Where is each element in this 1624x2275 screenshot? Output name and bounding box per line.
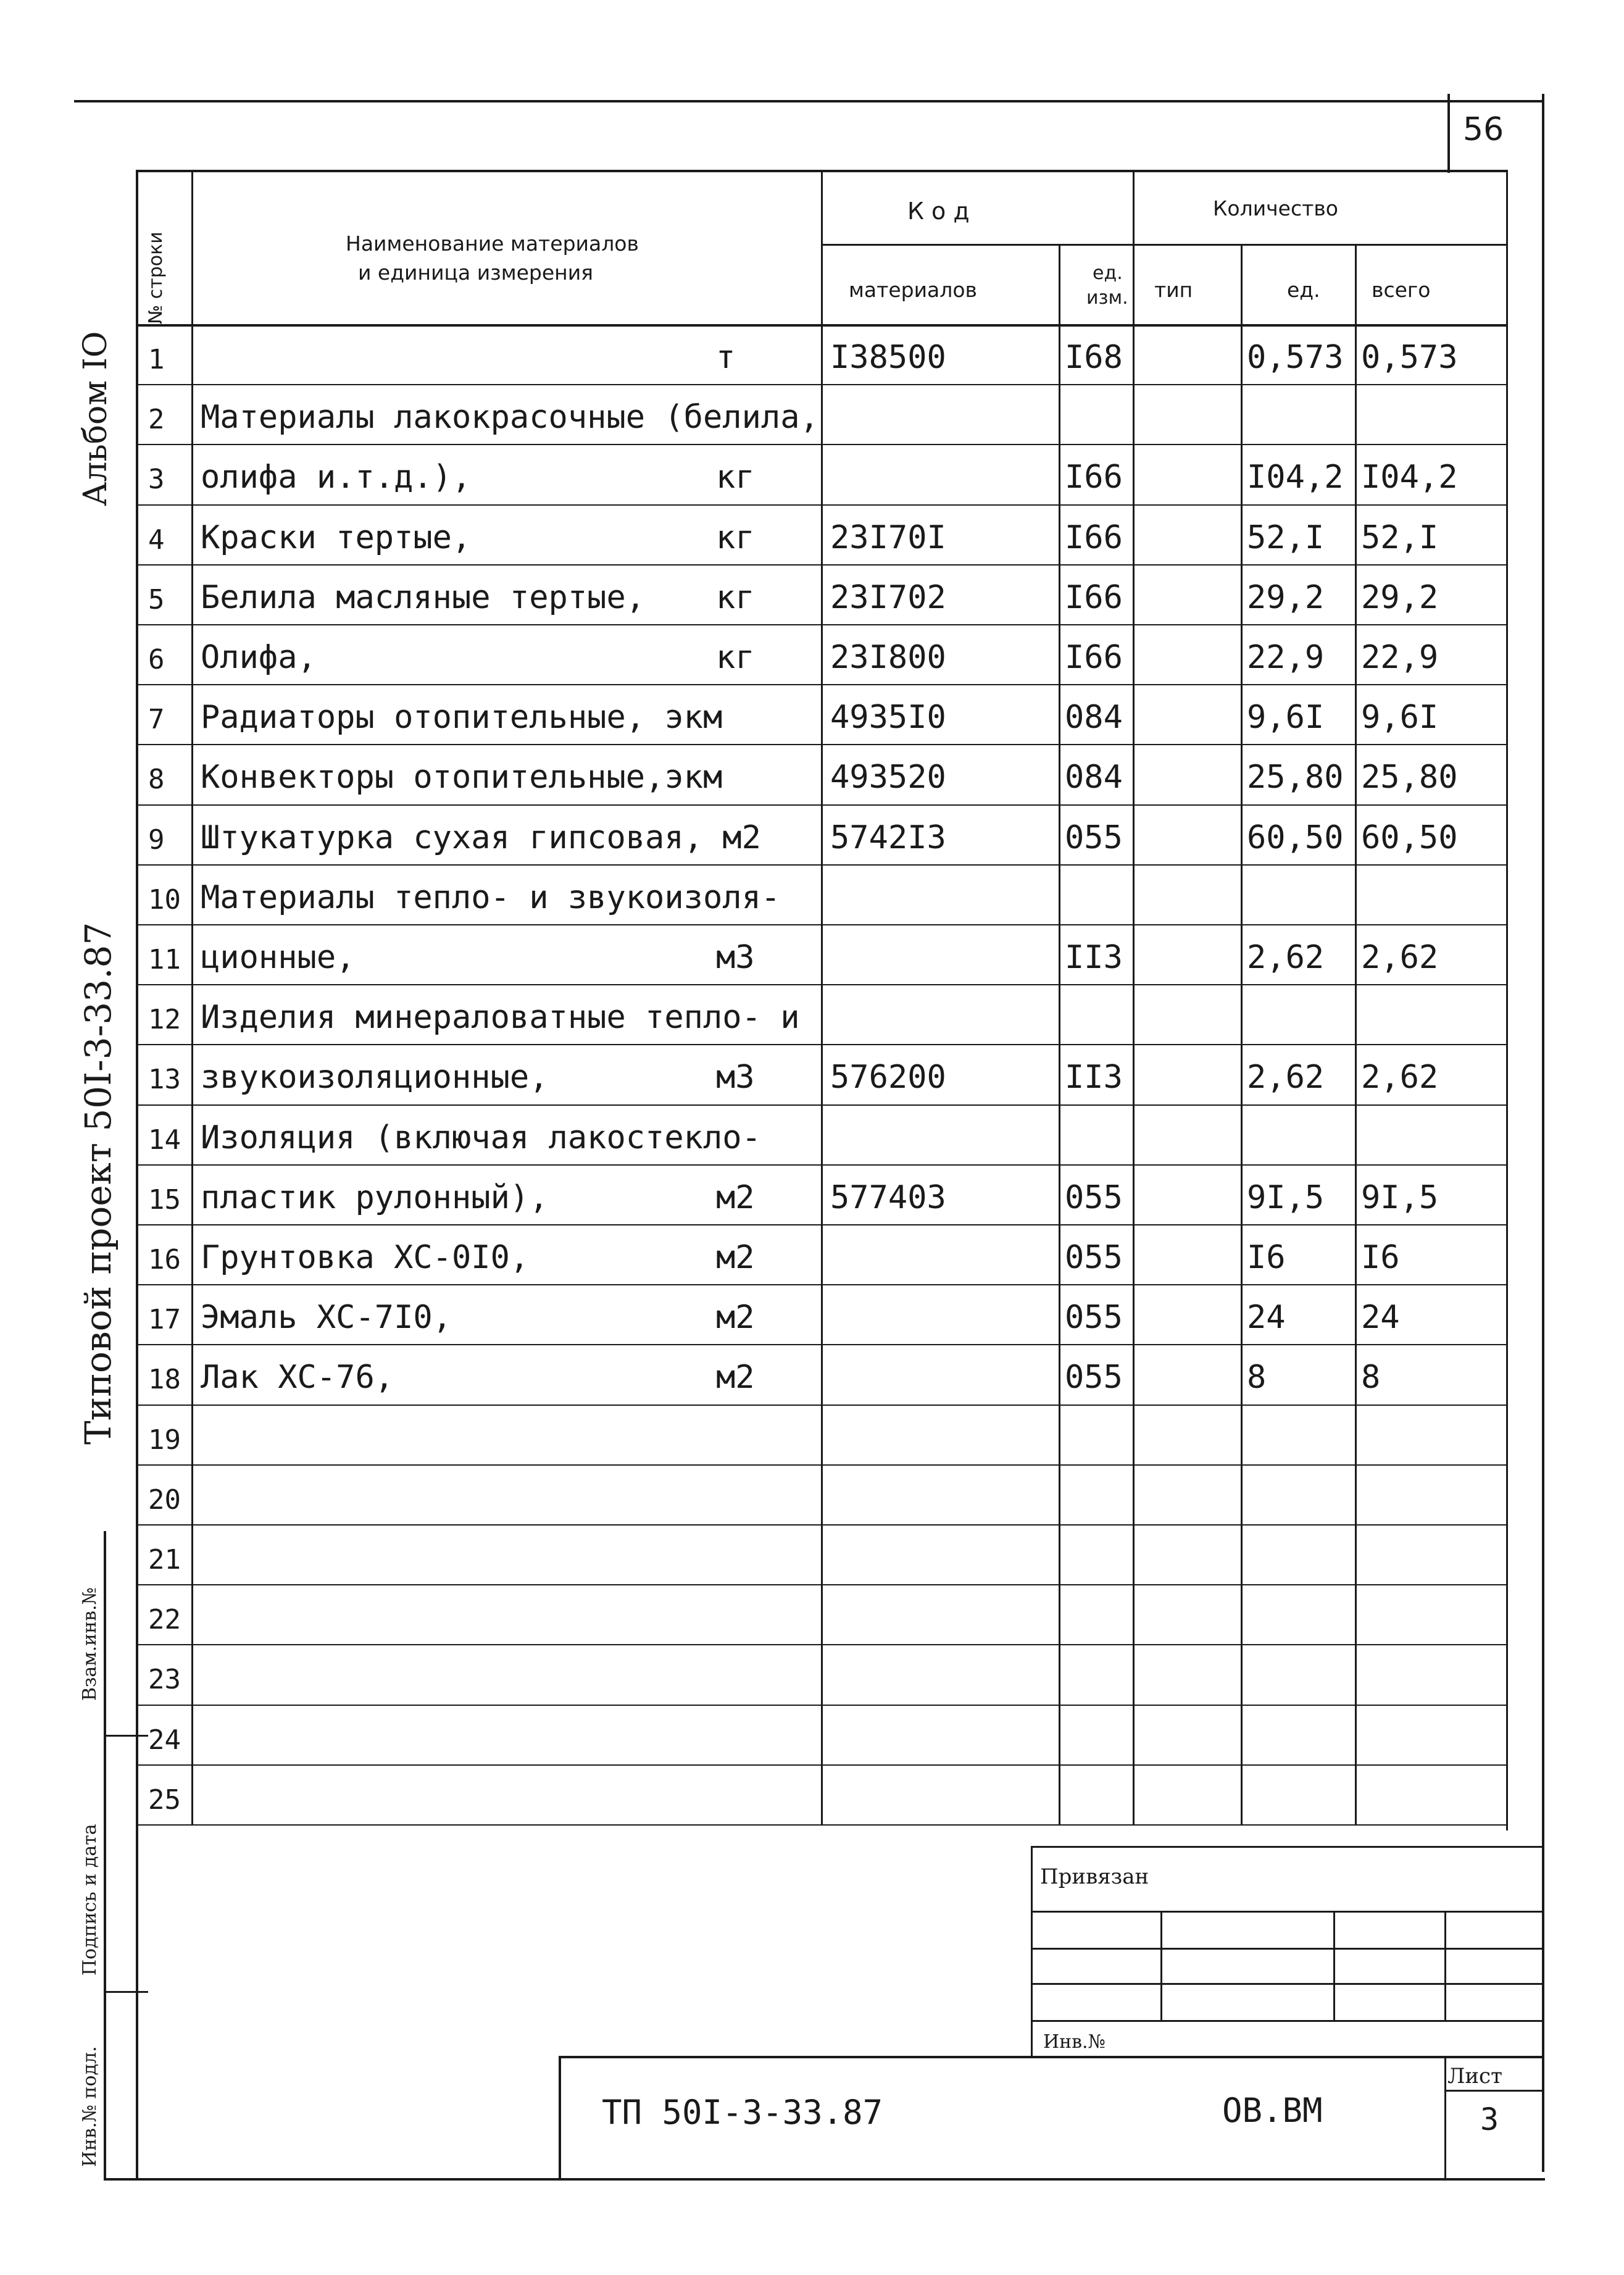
row-name: Материалы лакокрасочные (белила, bbox=[201, 399, 819, 436]
row-number: 3 bbox=[148, 464, 165, 496]
row-name: олифа и.т.д.), bbox=[201, 459, 472, 496]
row-qty-total: 0,573 bbox=[1361, 339, 1458, 376]
side-album: Альбом IO bbox=[77, 331, 114, 506]
row-qty-total: I6 bbox=[1361, 1239, 1400, 1276]
header-col-qty-left bbox=[1133, 170, 1135, 324]
row-number: 21 bbox=[148, 1544, 181, 1576]
row-number: 6 bbox=[148, 644, 165, 675]
row-unit-label: м3 bbox=[716, 1059, 755, 1096]
table-right bbox=[1506, 170, 1508, 1830]
row-name: Радиаторы отопительные, экм bbox=[201, 699, 723, 737]
stamp-row-2 bbox=[1031, 1948, 1543, 1950]
row-number: 14 bbox=[148, 1124, 181, 1156]
header-col-unit-left bbox=[1059, 244, 1060, 324]
header-code-unit-2: изм. bbox=[1086, 287, 1128, 309]
row-separator bbox=[138, 924, 1506, 925]
row-material-code: 5742I3 bbox=[830, 819, 946, 856]
header-qty: Количество bbox=[1213, 196, 1338, 220]
row-number: 5 bbox=[148, 583, 165, 616]
row-material-code: 576200 bbox=[830, 1059, 946, 1096]
row-material-code: 4935I0 bbox=[830, 699, 946, 737]
row-qty-per-unit: 29,2 bbox=[1247, 578, 1325, 616]
row-name: Изделия минераловатные тепло- и bbox=[201, 999, 800, 1037]
row-unit-code: 055 bbox=[1065, 1179, 1123, 1216]
row-separator bbox=[138, 1705, 1506, 1706]
col-line-per bbox=[1241, 324, 1243, 1824]
row-name: Белила масляные тертые, bbox=[201, 578, 646, 616]
table-left bbox=[136, 170, 138, 2179]
row-separator bbox=[138, 1584, 1506, 1585]
row-number: 4 bbox=[148, 524, 165, 556]
row-qty-total: 52,I bbox=[1361, 519, 1439, 556]
row-name: Олифа, bbox=[201, 639, 317, 676]
row-separator bbox=[138, 684, 1506, 685]
row-qty-total: 25,80 bbox=[1361, 759, 1458, 796]
row-separator bbox=[138, 1464, 1506, 1466]
row-qty-total: 29,2 bbox=[1361, 578, 1439, 616]
row-qty-total: 24 bbox=[1361, 1299, 1400, 1337]
row-number: 22 bbox=[148, 1604, 181, 1636]
row-unit-label: м3 bbox=[716, 939, 755, 976]
row-separator bbox=[138, 1524, 1506, 1526]
row-number: 25 bbox=[148, 1784, 181, 1816]
row-name: Грунтовка ХС-0I0, bbox=[201, 1239, 530, 1276]
row-unit-label: кг bbox=[716, 519, 755, 556]
row-qty-total: 9I,5 bbox=[1361, 1179, 1439, 1216]
row-qty-per-unit: 9I,5 bbox=[1247, 1179, 1325, 1216]
header-qty-unit: ед. bbox=[1287, 278, 1320, 302]
row-number: 19 bbox=[148, 1424, 181, 1456]
row-qty-per-unit: 2,62 bbox=[1247, 939, 1325, 976]
row-unit-code: 055 bbox=[1065, 1299, 1123, 1337]
row-qty-total: 22,9 bbox=[1361, 639, 1439, 676]
stamp-sheet-number: 3 bbox=[1480, 2102, 1499, 2137]
row-number: 18 bbox=[148, 1364, 181, 1396]
row-unit-code: II3 bbox=[1065, 1059, 1123, 1096]
row-unit-code: I66 bbox=[1065, 578, 1123, 616]
row-name: Материалы тепло- и звукоизоля- bbox=[201, 879, 781, 916]
row-separator bbox=[138, 624, 1506, 625]
stamp-inv-no: Инв.№ bbox=[1043, 2031, 1106, 2053]
row-unit-code: 084 bbox=[1065, 699, 1123, 737]
row-separator bbox=[138, 564, 1506, 566]
stamp-privyazan: Привязан bbox=[1040, 1864, 1149, 1889]
row-separator bbox=[138, 984, 1506, 985]
side-project: Типовой проект 50I-3-33.87 bbox=[77, 922, 119, 1445]
row-qty-per-unit: 9,6I bbox=[1247, 699, 1325, 737]
row-unit-label: кг bbox=[716, 459, 755, 496]
row-unit-code: II3 bbox=[1065, 939, 1123, 976]
page-number-box-left bbox=[1447, 94, 1450, 173]
row-number: 8 bbox=[148, 764, 165, 796]
side-sep-1 bbox=[104, 1735, 148, 1737]
row-number: 9 bbox=[148, 824, 165, 856]
row-unit-code: 055 bbox=[1065, 819, 1123, 856]
row-qty-per-unit: 25,80 bbox=[1247, 759, 1344, 796]
row-number: 17 bbox=[148, 1304, 181, 1336]
header-code: К о д bbox=[907, 198, 970, 225]
header-name-line2: и единица измерения bbox=[358, 261, 594, 285]
row-number: 12 bbox=[148, 1004, 181, 1036]
row-unit-code: 084 bbox=[1065, 759, 1123, 796]
row-name: Краски тертые, bbox=[201, 519, 472, 556]
row-qty-total: 2,62 bbox=[1361, 1059, 1439, 1096]
row-name: звукоизоляционные, bbox=[201, 1059, 549, 1096]
col-line-total bbox=[1355, 324, 1357, 1824]
row-qty-total: I04,2 bbox=[1361, 459, 1458, 496]
row-separator bbox=[138, 444, 1506, 445]
row-qty-total: 8 bbox=[1361, 1359, 1381, 1396]
header-sub-line-qty bbox=[1133, 244, 1507, 246]
row-name: Конвекторы отопительные,экм bbox=[201, 759, 723, 796]
header-row-no: № строки bbox=[145, 232, 167, 324]
row-number: 20 bbox=[148, 1484, 181, 1516]
side-inv-podl: Инв.№ подл. bbox=[79, 2046, 101, 2167]
row-unit-code: 055 bbox=[1065, 1359, 1123, 1396]
left-strip-border bbox=[104, 1531, 106, 2179]
row-unit-label: кг bbox=[716, 639, 755, 676]
stamp-doc-code: ТП 50I-3-33.87 bbox=[602, 2093, 883, 2132]
row-material-code: 23I800 bbox=[830, 639, 946, 676]
row-unit-label: м2 bbox=[716, 1359, 755, 1396]
row-name: пластик рулонный), bbox=[201, 1179, 549, 1216]
row-qty-per-unit: 0,573 bbox=[1247, 339, 1344, 376]
stamp-sheet-left bbox=[1444, 2056, 1446, 2179]
col-line-unit bbox=[1059, 324, 1060, 1824]
header-col-total-left bbox=[1355, 244, 1357, 324]
stamp-col-1 bbox=[1160, 1911, 1162, 2020]
header-qty-type: тип bbox=[1154, 278, 1193, 302]
row-qty-per-unit: 60,50 bbox=[1247, 819, 1344, 856]
row-number: 24 bbox=[148, 1724, 181, 1756]
row-unit-code: I68 bbox=[1065, 339, 1123, 376]
side-vzam-inv: Взам.инв.№ bbox=[79, 1587, 101, 1701]
row-unit-label: т bbox=[716, 339, 736, 376]
row-name: Эмаль ХС-7I0, bbox=[201, 1299, 452, 1337]
row-material-code: 493520 bbox=[830, 759, 946, 796]
row-number: 16 bbox=[148, 1244, 181, 1275]
row-unit-label: м2 bbox=[716, 1239, 755, 1276]
col-line-code bbox=[821, 324, 823, 1824]
row-number: 2 bbox=[148, 404, 165, 436]
row-unit-code: I66 bbox=[1065, 639, 1123, 676]
row-qty-per-unit: 24 bbox=[1247, 1299, 1286, 1337]
row-separator bbox=[138, 1104, 1506, 1106]
row-material-code: 23I702 bbox=[830, 578, 946, 616]
row-unit-label: кг bbox=[716, 578, 755, 616]
stamp-sheet-sep bbox=[1444, 2090, 1543, 2092]
stamp-main-top bbox=[559, 2056, 1543, 2058]
stamp-main-left bbox=[559, 2056, 561, 2179]
stamp-row-4 bbox=[1031, 2020, 1543, 2022]
stamp-sheet-label: Лист bbox=[1447, 2064, 1502, 2089]
row-separator bbox=[138, 804, 1506, 806]
stamp-row-3 bbox=[1031, 1983, 1543, 1985]
row-separator bbox=[138, 504, 1506, 506]
row-separator bbox=[138, 744, 1506, 745]
row-separator bbox=[138, 1224, 1506, 1225]
stamp-left bbox=[1031, 1846, 1033, 2056]
page-number: 56 bbox=[1463, 111, 1504, 148]
row-number: 11 bbox=[148, 944, 181, 975]
header-qty-total: всего bbox=[1372, 278, 1431, 302]
stamp-doc-mark: ОВ.ВМ bbox=[1222, 2091, 1323, 2130]
row-separator bbox=[138, 1405, 1506, 1406]
row-number: 23 bbox=[148, 1664, 181, 1696]
row-qty-per-unit: 52,I bbox=[1247, 519, 1325, 556]
row-number: 13 bbox=[148, 1064, 181, 1096]
header-sub-line-code bbox=[821, 244, 1133, 246]
row-separator bbox=[138, 1284, 1506, 1285]
row-unit-label: м2 bbox=[716, 1179, 755, 1216]
row-material-code: 577403 bbox=[830, 1179, 946, 1216]
row-number: 10 bbox=[148, 883, 181, 916]
stamp-row-1 bbox=[1031, 1911, 1543, 1913]
top-border bbox=[74, 100, 1543, 102]
header-col-name-left bbox=[191, 170, 193, 324]
col-line-type bbox=[1133, 324, 1135, 1824]
row-qty-total: 9,6I bbox=[1361, 699, 1439, 737]
row-separator bbox=[138, 1764, 1506, 1766]
header-code-unit-1: ед. bbox=[1093, 262, 1123, 284]
row-name: Штукатурка сухая гипсовая, м2 bbox=[201, 819, 761, 856]
row-qty-per-unit: I6 bbox=[1247, 1239, 1286, 1276]
header-name-line1: Наименование материалов bbox=[346, 232, 639, 256]
row-number: 7 bbox=[148, 704, 165, 736]
row-name: Лак ХС-76, bbox=[201, 1359, 394, 1396]
row-name: Изоляция (включая лакостекло- bbox=[201, 1119, 761, 1156]
row-separator bbox=[138, 1824, 1506, 1826]
side-sep-2 bbox=[104, 1991, 148, 1993]
header-col-code-left bbox=[821, 170, 823, 324]
page-number-box-right bbox=[1542, 94, 1544, 2172]
row-qty-per-unit: 22,9 bbox=[1247, 639, 1325, 676]
row-material-code: I38500 bbox=[830, 339, 946, 376]
stamp-top bbox=[1031, 1846, 1543, 1848]
row-separator bbox=[138, 1164, 1506, 1166]
row-qty-per-unit: I04,2 bbox=[1247, 459, 1344, 496]
col-line-name bbox=[191, 324, 193, 1824]
row-number: 1 bbox=[148, 344, 165, 375]
row-separator bbox=[138, 384, 1506, 385]
row-qty-per-unit: 2,62 bbox=[1247, 1059, 1325, 1096]
row-unit-code: I66 bbox=[1065, 459, 1123, 496]
page-bottom bbox=[104, 2178, 1545, 2181]
row-unit-label: м2 bbox=[716, 1299, 755, 1337]
row-separator bbox=[138, 1044, 1506, 1045]
row-qty-per-unit: 8 bbox=[1247, 1359, 1267, 1396]
row-material-code: 23I70I bbox=[830, 519, 946, 556]
row-name: ционные, bbox=[201, 939, 356, 976]
row-qty-total: 60,50 bbox=[1361, 819, 1458, 856]
row-separator bbox=[138, 1344, 1506, 1345]
row-separator bbox=[138, 864, 1506, 866]
side-sign-date: Подпись и дата bbox=[79, 1824, 101, 1976]
row-qty-total: 2,62 bbox=[1361, 939, 1439, 976]
row-separator bbox=[138, 1644, 1506, 1645]
header-col-per-left bbox=[1241, 244, 1243, 324]
row-unit-code: I66 bbox=[1065, 519, 1123, 556]
stamp-col-3 bbox=[1444, 1911, 1446, 2020]
stamp-col-2 bbox=[1333, 1911, 1335, 2020]
row-number: 15 bbox=[148, 1183, 181, 1216]
header-code-materials: материалов bbox=[849, 278, 977, 302]
row-unit-code: 055 bbox=[1065, 1239, 1123, 1276]
